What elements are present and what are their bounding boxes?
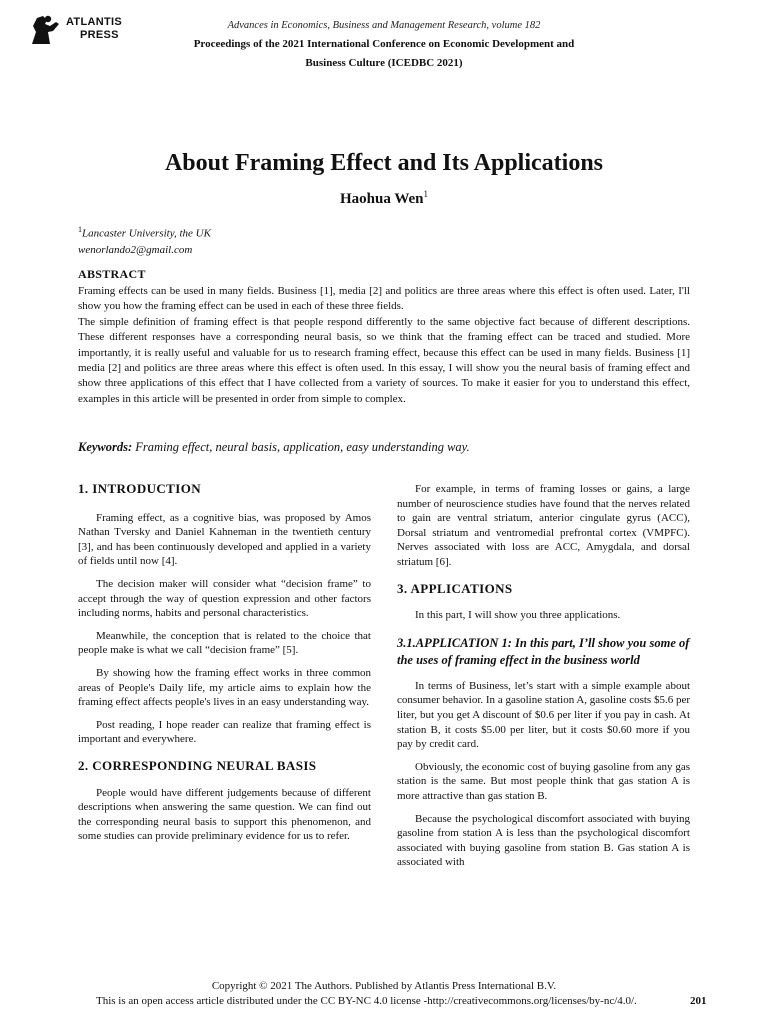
affiliation-text: Lancaster University, the UK — [82, 227, 211, 240]
author-name: Haohua Wen — [339, 191, 424, 207]
affiliation-block — [78, 222, 211, 258]
page-number: 201 — [690, 995, 707, 1007]
logo-text-line2: PRESS — [80, 29, 119, 41]
abstract-body — [78, 284, 690, 407]
application-1-paragraph-1: In terms of Business, let’s start with a simple example about consumer behavior. In a gasoline station A, gasoline costs $5.6 per liter, but you get A discount of $0.6 per liter if you pay in cash. At station B, it costs $5.00 per liter, but it costs $0.60 more if you pay by credit card. — [397, 679, 690, 751]
proceedings-line2: Business Culture (ICEDBC 2021) — [305, 57, 463, 69]
keywords-text: Framing effect, neural basis, application, easy understanding way. — [135, 440, 470, 454]
paper-title: About Framing Effect and Its Applications — [164, 150, 604, 176]
subsection-heading-application-1: 3.1.APPLICATION 1: In this part, I’ll show you some of the uses of framing effect in the business world — [397, 635, 690, 667]
left-column — [78, 482, 371, 844]
intro-paragraph-5: Post reading, I hope reader can realize that framing effect is important and everywhere. — [78, 718, 371, 746]
right-column — [397, 482, 690, 870]
affil-marker: 1 — [78, 225, 82, 234]
abstract-paragraph-2: The simple definition of framing effect is that people respond differently to the same objective fact because of different descriptions. These different responses have a corresponding neural basis, so we think that the framing effect can be traced and studied. More importantly, it is really useful and valuable for us to research framing effect, because this effect can be used in many fields. Business [1] media [2] and politics are three areas where this effect is often used. In this essay, I will show you the neural basis of framing effect and show three applications of this effect that I have collected from a variety of sources. To make it easier for you to understand this effect, examples in this article will be presented in order from simple to complex. — [78, 315, 690, 405]
intro-paragraph-4: By showing how the framing effect works in three common areas of People's Daily life, my article aims to explain how the framing effect affects people's lives in an easy understanding way. — [78, 666, 371, 709]
section-heading-applications: 3. APPLICATIONS — [397, 580, 513, 596]
footer-copyright: Copyright © 2021 The Authors. Published by Atlantis Press International B.V. — [211, 980, 557, 992]
neural-paragraph-1: People would have different judgements because of different descriptions when answering the same question. We can find out the corresponding neural basis to support this phenomenon, and some studies can provide preliminary evidence for us to refer. — [78, 786, 371, 843]
abstract-heading: ABSTRACT — [78, 267, 146, 281]
neural-paragraph-2: For example, in terms of framing losses or gains, a large number of neuroscience studies have found that the nerves related to gain are ventral striatum, anterior cingulate gyrus (ACC), Dorsal striatum and ventromedial prefrontal cortex (VMPFC). Nerves associated with loss are ACC, Amygdala, and dorsal striatum [6]. — [397, 483, 690, 568]
application-1-paragraph-3: Because the psychological discomfort associated with buying gasoline from station A is less than the psychological discomfort associated with buying gasoline from station B. Gas station A is associated with — [397, 812, 690, 869]
author-line — [0, 189, 768, 208]
author-email: wenorlando2@gmail.com — [78, 243, 193, 256]
logo-text-line1: ATLANTIS — [66, 16, 122, 28]
footer-license: This is an open access article distributed under the CC BY-NC 4.0 license -http://creativecommons.org/licenses/by-nc/4.0/. — [96, 995, 637, 1007]
section-heading-neural-basis: 2. CORRESPONDING NEURAL BASIS — [78, 757, 317, 773]
keywords-line — [78, 440, 690, 455]
applications-intro: In this part, I will show you three applications. — [415, 609, 621, 622]
intro-paragraph-2: The decision maker will consider what “decision frame” to accept through the way of question expression and other factors including norms, habits and personal characteristics. — [78, 577, 371, 620]
abstract-paragraph-1: Framing effects can be used in many fields. Business [1], media [2] and politics are three areas where this effect is often used. Later, I'll show you how the framing effect can be used in each of these three fields. — [78, 285, 690, 313]
keywords-label: Keywords: — [78, 440, 133, 454]
author-affil-marker: 1 — [423, 189, 428, 199]
intro-paragraph-1: Framing effect, as a cognitive bias, was proposed by Amos Nathan Tversky and Daniel Kahneman in the twentieth century [3], and has been continuously developed and applied in a variety of fields until now [4]. — [78, 511, 371, 568]
section-heading-introduction: 1. INTRODUCTION — [78, 481, 202, 496]
proceedings-line1: Proceedings of the 2021 International Conference on Economic Development and — [193, 38, 575, 50]
affiliation-line — [78, 222, 211, 242]
series-name: Advances in Economics, Business and Management Research, volume 182 — [227, 20, 541, 31]
intro-paragraph-3: Meanwhile, the conception that is related to the choice that people make is what we call “decision frame” [5]. — [78, 629, 371, 657]
application-1-paragraph-2: Obviously, the economic cost of buying gasoline from any gas station is the same. But most people think that gas station A is more attractive than gas station B. — [397, 760, 690, 802]
